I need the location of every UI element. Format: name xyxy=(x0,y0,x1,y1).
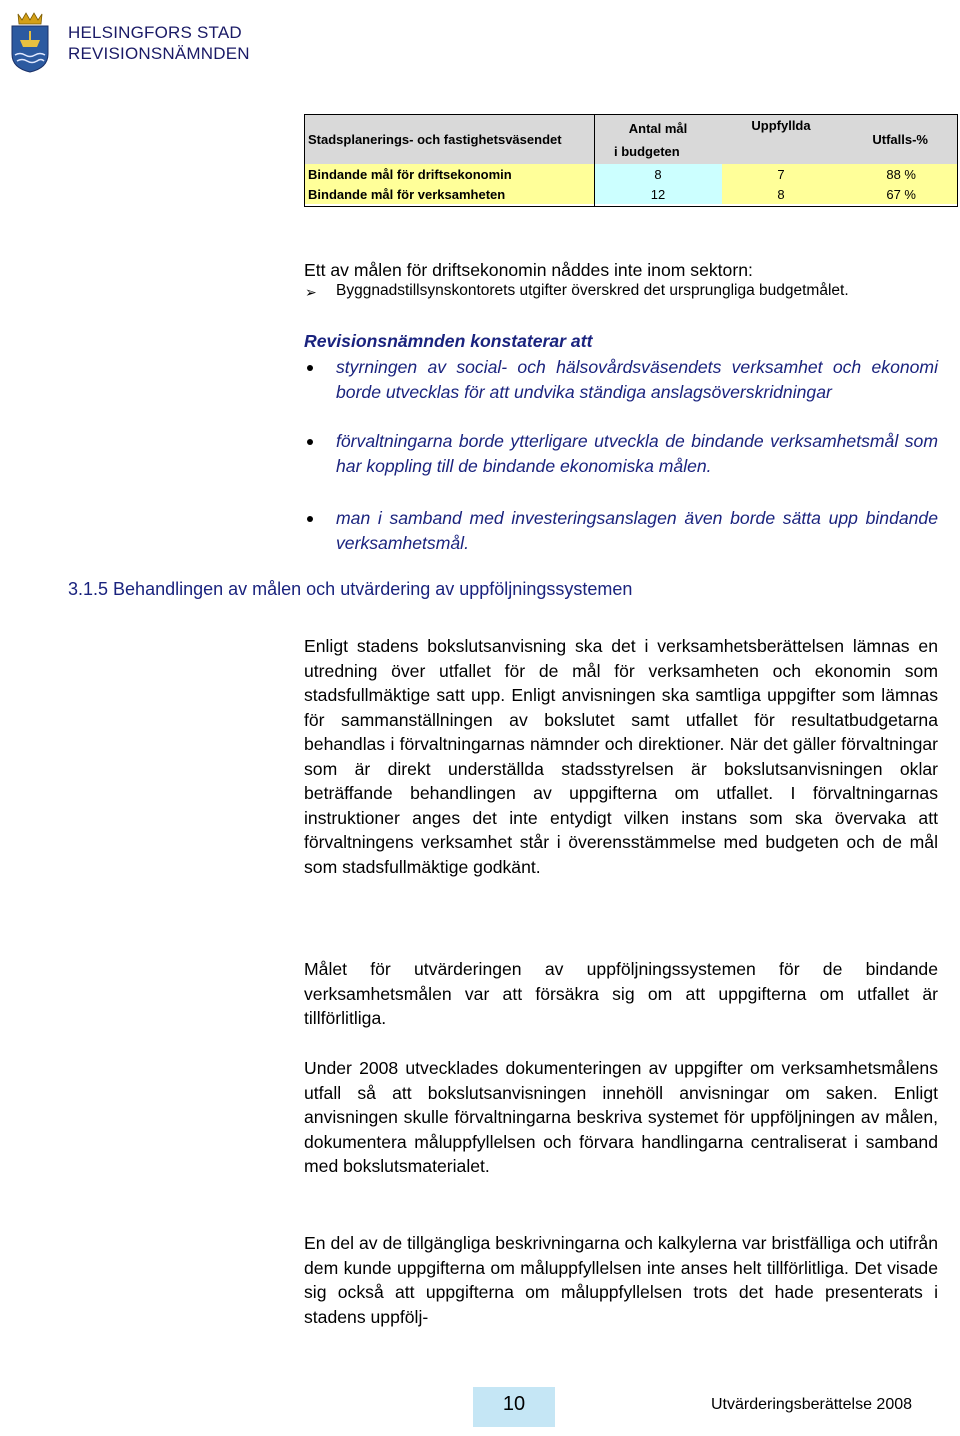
row-label: Bindande mål för driftsekonomin xyxy=(304,164,594,184)
body-paragraph: Målet för utvärderingen av uppföljningssystemen för de bindande verksamhetsmålen var att försäkra sig om att uppgifterna om utfallet är tillförlitliga. xyxy=(304,959,938,1028)
row-uppfyllda: 7 xyxy=(722,164,840,184)
row-utfall: 88 % xyxy=(840,164,958,184)
intro-line: Ett av målen för driftsekonomin nåddes inte inom sektorn: xyxy=(304,260,753,280)
conclusion-bullet: styrningen av social- och hälsovårdsväsendets verksamhet och ekonomi borde utvecklas för att undvika ständiga anslagsöverskridningar xyxy=(336,357,938,402)
arrow-bullet-icon: ➢ xyxy=(305,284,317,300)
org-department: REVISIONSNÄMNDEN xyxy=(68,44,250,63)
section-heading: 3.1.5 Behandlingen av målen och utvärdering av uppföljningssystemen xyxy=(68,579,633,599)
header-utfall: Utfalls-% xyxy=(840,114,958,164)
header-uppfyllda: Uppfyllda xyxy=(722,114,840,164)
body-paragraph: En del av de tillgängliga beskrivningarna och kalkylerna var bristfälliga och utifrån dem kunde uppgifterna om måluppfyllelsen inte anses helt tillförlitliga. Det visade sig också att uppgifterna om måluppfyllelsen trots det hade presenterats i stadens uppfölj- xyxy=(304,1233,938,1327)
table-divider xyxy=(594,114,595,207)
page-number: 10 xyxy=(502,1393,526,1415)
arrow-item: Byggnadstillsynskontorets utgifter överskred det ursprungliga budgetmålet. xyxy=(336,282,849,299)
org-name: HELSINGFORS STAD xyxy=(68,23,242,42)
row-uppfyllda: 8 xyxy=(722,184,840,204)
conclusion-heading: Revisionsnämnden konstaterar att xyxy=(304,331,593,351)
report-title: Utvärderingsberättelse 2008 xyxy=(711,1396,913,1413)
body-paragraph: Enligt stadens bokslutsanvisning ska det i verksamhetsberättelsen lämnas en utredning över utfallet för de mål för verksamheten och ekonomin som stadsfullmäktige satt upp. Enligt anvisningen ska samtliga uppgifter som lämnas för sammanställningen av bokslutet samt utfallet för resultatbudgetarna behandlas i förvaltningarnas nämnder och direktioner. När det gäller förvaltningar som är direkt underställda stadsstyrelsen är bokslutsanvisningen oklar beträffande behandlingen av uppgifterna om utfallet. I förvaltningarnas instruktioner anges det inte entydigt vilken instans som ska övervaka att förvaltningens verksamhet står i överensstämmelse med budgeten och de mål som stadsfullmäktige godkänt. xyxy=(304,636,938,877)
row-antal: 8 xyxy=(594,164,722,184)
conclusion-bullet: man i samband med investeringsanslagen även borde sätta upp bindande verksamhetsmål. xyxy=(336,508,938,553)
header-sector: Stadsplanerings- och fastighetsväsendet xyxy=(304,114,594,164)
row-utfall: 67 % xyxy=(840,184,958,204)
header-antal-line2: i budgeten xyxy=(614,144,680,159)
bullet-icon xyxy=(307,439,313,445)
header-antal-line1: Antal mål xyxy=(628,121,688,136)
conclusion-bullet: förvaltningarna borde ytterligare utveckla de bindande verksamhetsmål som har koppling till de bindande ekonomiska målen. xyxy=(336,431,938,476)
body-paragraph: Under 2008 utvecklades dokumenteringen av uppgifter om verksamhetsmålens utfall så att bokslutsanvisningen innehöll anvisningar om saken. Enligt anvisningen skulle förvaltningarna beskriva systemet för uppföljningen av målen, dokumentera måluppfyllelsen och förvara handlingarna centraliserat i samband med bokslutsmaterialet. xyxy=(304,1058,938,1176)
row-label: Bindande mål för verksamheten xyxy=(304,184,594,204)
bullet-icon xyxy=(307,516,313,522)
table-border xyxy=(304,114,958,207)
row-antal: 12 xyxy=(594,184,722,204)
bullet-icon xyxy=(307,365,313,371)
coat-of-arms-icon xyxy=(8,10,52,74)
